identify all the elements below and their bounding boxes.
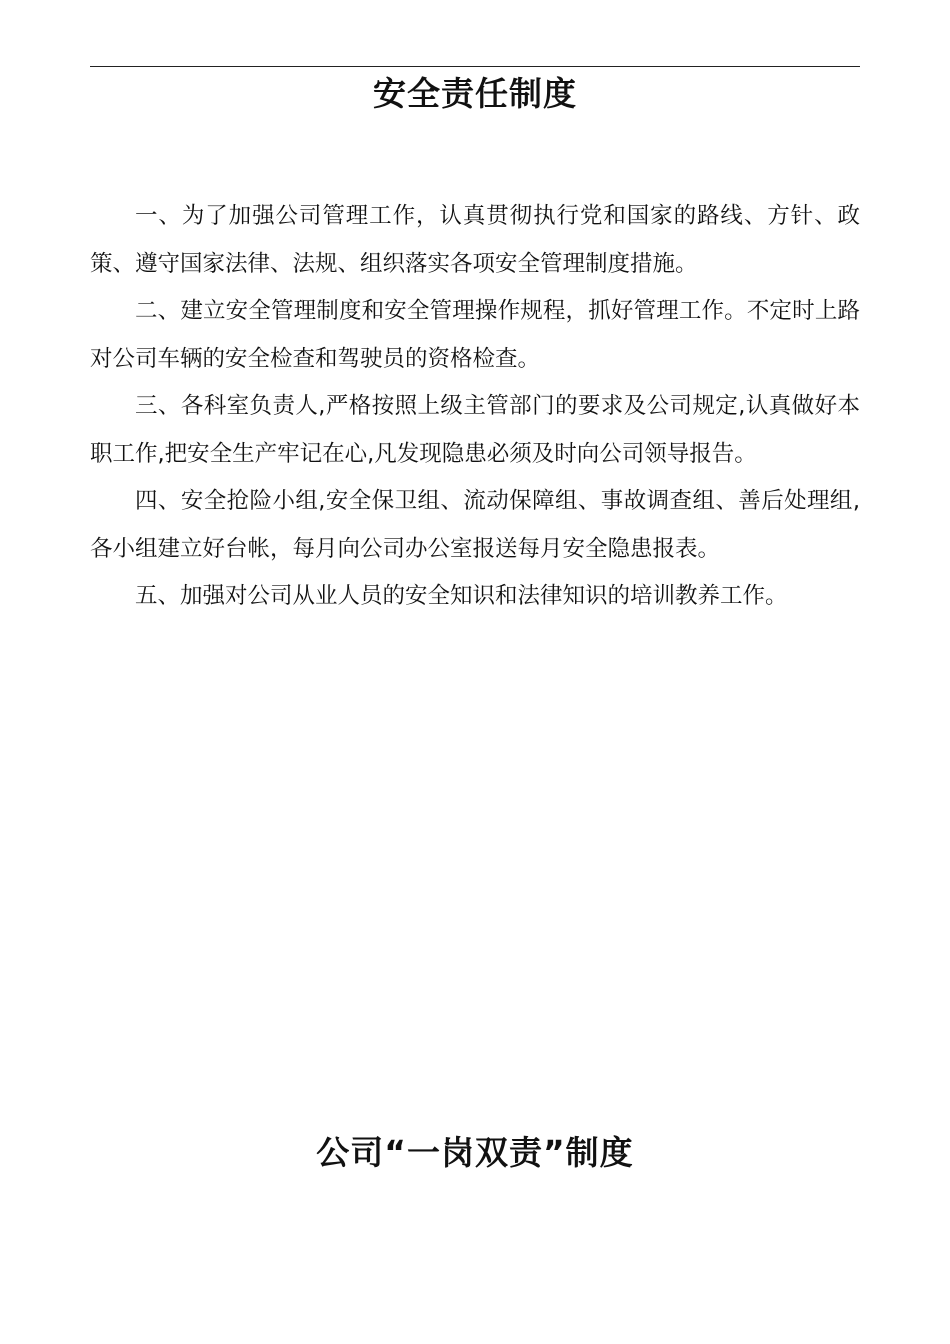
paragraph-1: 一、为了加强公司管理工作，认真贯彻执行党和国家的路线、方针、政策、遵守国家法律、法规、组织落实各项安全管理制度措施。 <box>90 203 860 277</box>
page-title: 安全责任制度 <box>373 74 577 113</box>
paragraph-4: 四、安全抢险小组,安全保卫组、流动保障组、事故调查组、善后处理组,各小组建立好台帐，每月向公司办公室报送每月安全隐患报表。 <box>90 488 860 562</box>
paragraph-5: 五、加强对公司从业人员的安全知识和法律知识的培训教养工作。 <box>135 583 788 609</box>
paragraph-3: 三、各科室负责人,严格按照上级主管部门的要求及公司规定,认真做好本职工作,把安全生产牢记在心,凡发现隐患必须及时向公司领导报告。 <box>90 393 860 467</box>
header-rule <box>90 66 860 67</box>
document-body <box>90 193 860 621</box>
section-title: 公司“一岗双责”制度 <box>316 1133 634 1172</box>
paragraph-2: 二、建立安全管理制度和安全管理操作规程，抓好管理工作。不定时上路对公司车辆的安全检查和驾驶员的资格检查。 <box>90 298 860 372</box>
